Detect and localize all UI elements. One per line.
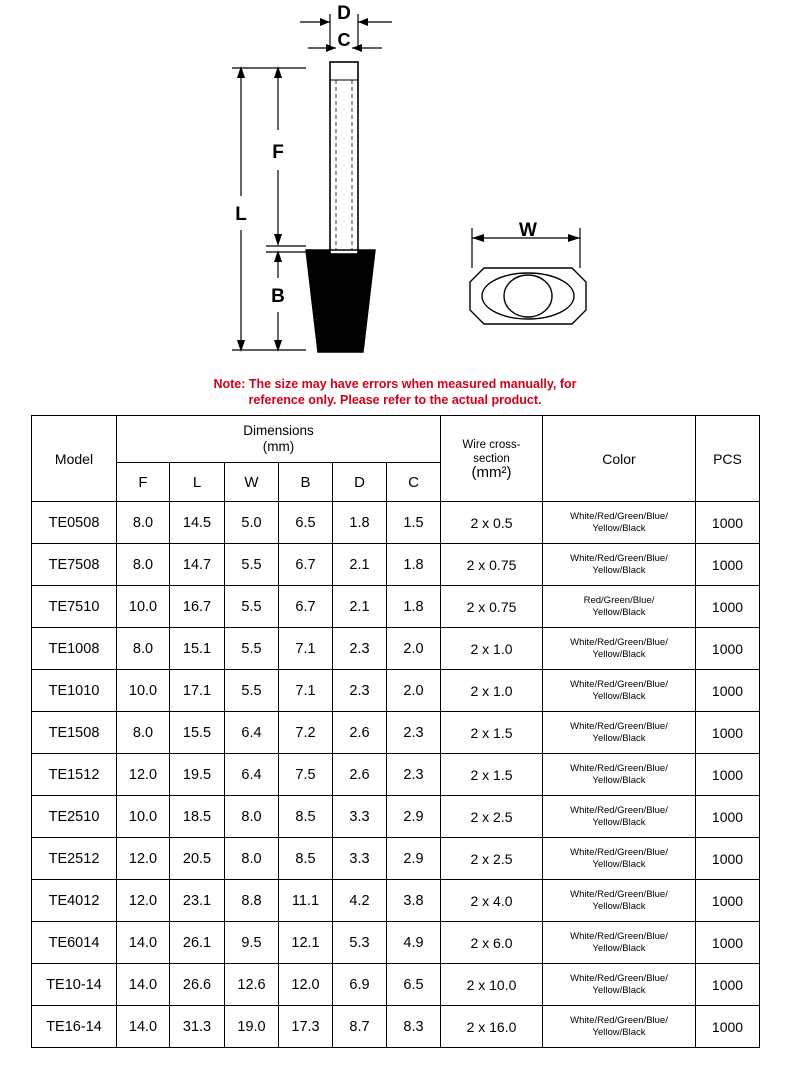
- cell-d: 8.7: [333, 1006, 387, 1048]
- table-row: [32, 712, 760, 754]
- table-row: [32, 796, 760, 838]
- header-dimensions-unit: (mm): [262, 439, 295, 454]
- cell-pcs: 1000: [696, 880, 760, 922]
- cell-color-line-2: Yellow/Black: [592, 606, 646, 618]
- note-line-2: reference only. Please refer to the actual product.: [248, 393, 542, 407]
- cell-color: [543, 628, 696, 670]
- cell-pcs: 1000: [696, 754, 760, 796]
- cell-f: 12.0: [117, 754, 170, 796]
- table-row: [32, 1006, 760, 1048]
- cell-color-line-2: Yellow/Black: [592, 984, 646, 996]
- cell-pcs: 1000: [696, 544, 760, 586]
- cell-w: 5.5: [225, 586, 279, 628]
- cell-f: 14.0: [117, 922, 170, 964]
- cell-model: TE6014: [32, 922, 117, 964]
- cell-d: 3.3: [333, 838, 387, 880]
- measurement-note: [0, 376, 790, 408]
- cell-color-line-1: White/Red/Green/Blue/: [570, 678, 668, 690]
- cell-f: 12.0: [117, 838, 170, 880]
- table-row: [32, 838, 760, 880]
- cell-color-line-1: White/Red/Green/Blue/: [570, 888, 668, 900]
- cell-b: 12.0: [279, 964, 333, 1006]
- cell-model: TE7508: [32, 544, 117, 586]
- cell-f: 8.0: [117, 502, 170, 544]
- sleeve-shape: [330, 62, 358, 254]
- cell-model: TE10-14: [32, 964, 117, 1006]
- header-model: Model: [32, 416, 117, 502]
- table-row: [32, 754, 760, 796]
- cell-f: 14.0: [117, 1006, 170, 1048]
- cell-c: 3.8: [387, 880, 441, 922]
- cell-d: 2.6: [333, 754, 387, 796]
- spec-table-container: [31, 415, 759, 1048]
- cell-color: [543, 544, 696, 586]
- cell-l: 20.5: [170, 838, 225, 880]
- table-row: [32, 586, 760, 628]
- cell-w: 5.5: [225, 670, 279, 712]
- cell-l: 26.1: [170, 922, 225, 964]
- cell-wire: 2 x 2.5: [441, 796, 543, 838]
- table-body: [32, 502, 760, 1048]
- cell-pcs: 1000: [696, 838, 760, 880]
- cell-l: 14.7: [170, 544, 225, 586]
- header-w: W: [225, 463, 279, 502]
- cell-color: [543, 796, 696, 838]
- cell-l: 16.7: [170, 586, 225, 628]
- header-f: F: [117, 463, 170, 502]
- cell-color: [543, 712, 696, 754]
- cell-b: 8.5: [279, 838, 333, 880]
- cell-l: 31.3: [170, 1006, 225, 1048]
- cell-f: 12.0: [117, 880, 170, 922]
- table-row: [32, 880, 760, 922]
- cell-color: [543, 838, 696, 880]
- cell-l: 18.5: [170, 796, 225, 838]
- cell-model: TE4012: [32, 880, 117, 922]
- table-row: [32, 964, 760, 1006]
- cell-d: 6.9: [333, 964, 387, 1006]
- cell-color-line-2: Yellow/Black: [592, 690, 646, 702]
- cell-w: 5.5: [225, 544, 279, 586]
- cell-model: TE2510: [32, 796, 117, 838]
- cell-color: [543, 754, 696, 796]
- cell-color-line-1: White/Red/Green/Blue/: [570, 930, 668, 942]
- cell-color-line-2: Yellow/Black: [592, 522, 646, 534]
- cell-wire: 2 x 10.0: [441, 964, 543, 1006]
- cell-d: 1.8: [333, 502, 387, 544]
- cell-color-line-1: White/Red/Green/Blue/: [570, 1014, 668, 1026]
- cell-pcs: 1000: [696, 1006, 760, 1048]
- cell-color-line-2: Yellow/Black: [592, 858, 646, 870]
- cell-b: 7.2: [279, 712, 333, 754]
- cell-l: 19.5: [170, 754, 225, 796]
- cell-d: 3.3: [333, 796, 387, 838]
- table-row: [32, 502, 760, 544]
- label-f: F: [272, 142, 284, 163]
- cell-d: 2.1: [333, 544, 387, 586]
- cell-wire: 2 x 16.0: [441, 1006, 543, 1048]
- cell-color-line-2: Yellow/Black: [592, 564, 646, 576]
- cell-color-line-1: White/Red/Green/Blue/: [570, 636, 668, 648]
- cell-color-line-1: White/Red/Green/Blue/: [570, 720, 668, 732]
- cell-color-line-2: Yellow/Black: [592, 1026, 646, 1038]
- cell-pcs: 1000: [696, 502, 760, 544]
- cell-color: [543, 586, 696, 628]
- cell-b: 6.5: [279, 502, 333, 544]
- cell-c: 2.9: [387, 838, 441, 880]
- cell-c: 1.8: [387, 544, 441, 586]
- cell-l: 26.6: [170, 964, 225, 1006]
- cell-l: 23.1: [170, 880, 225, 922]
- cell-d: 2.3: [333, 670, 387, 712]
- cell-model: TE1010: [32, 670, 117, 712]
- cell-w: 6.4: [225, 754, 279, 796]
- cell-color-line-2: Yellow/Black: [592, 732, 646, 744]
- cell-b: 17.3: [279, 1006, 333, 1048]
- cell-color-line-1: Red/Green/Blue/: [583, 594, 655, 606]
- cell-l: 15.1: [170, 628, 225, 670]
- header-wire-line-1: Wire cross-: [462, 438, 521, 451]
- cell-b: 8.5: [279, 796, 333, 838]
- table-row: [32, 670, 760, 712]
- cell-c: 2.0: [387, 628, 441, 670]
- cell-b: 6.7: [279, 586, 333, 628]
- label-w: W: [519, 220, 537, 241]
- cell-c: 6.5: [387, 964, 441, 1006]
- cell-color-line-1: White/Red/Green/Blue/: [570, 762, 668, 774]
- cell-b: 7.5: [279, 754, 333, 796]
- cell-f: 8.0: [117, 544, 170, 586]
- spec-table: [31, 415, 760, 1048]
- cell-wire: 2 x 1.5: [441, 712, 543, 754]
- cell-c: 2.3: [387, 754, 441, 796]
- cell-color-line-2: Yellow/Black: [592, 648, 646, 660]
- cell-w: 8.8: [225, 880, 279, 922]
- cell-f: 10.0: [117, 796, 170, 838]
- cell-color: [543, 922, 696, 964]
- cell-w: 19.0: [225, 1006, 279, 1048]
- cell-w: 5.5: [225, 628, 279, 670]
- cell-color: [543, 502, 696, 544]
- cell-model: TE7510: [32, 586, 117, 628]
- cell-color-line-1: White/Red/Green/Blue/: [570, 510, 668, 522]
- label-b: B: [271, 286, 285, 307]
- cell-d: 5.3: [333, 922, 387, 964]
- header-color: Color: [543, 416, 696, 502]
- header-row-1: [32, 416, 760, 463]
- cell-pcs: 1000: [696, 586, 760, 628]
- cell-model: TE1008: [32, 628, 117, 670]
- cell-model: TE0508: [32, 502, 117, 544]
- table-row: [32, 628, 760, 670]
- cell-f: 10.0: [117, 670, 170, 712]
- cell-model: TE1512: [32, 754, 117, 796]
- cell-w: 9.5: [225, 922, 279, 964]
- table-row: [32, 544, 760, 586]
- cell-w: 8.0: [225, 796, 279, 838]
- cell-color-line-2: Yellow/Black: [592, 900, 646, 912]
- cell-color-line-2: Yellow/Black: [592, 942, 646, 954]
- cell-pcs: 1000: [696, 964, 760, 1006]
- cell-b: 7.1: [279, 670, 333, 712]
- header-b: B: [279, 463, 333, 502]
- cell-l: 17.1: [170, 670, 225, 712]
- table-row: [32, 922, 760, 964]
- cell-color-line-1: White/Red/Green/Blue/: [570, 846, 668, 858]
- header-wire-line-2: section: [473, 452, 510, 465]
- cell-d: 2.1: [333, 586, 387, 628]
- cell-wire: 2 x 1.0: [441, 670, 543, 712]
- ferrule-diagram: [0, 0, 790, 370]
- header-dimensions: [117, 416, 441, 463]
- cell-color: [543, 670, 696, 712]
- cell-w: 6.4: [225, 712, 279, 754]
- cell-d: 2.3: [333, 628, 387, 670]
- top-view-shape: [470, 268, 586, 324]
- cell-pcs: 1000: [696, 922, 760, 964]
- cell-wire: 2 x 2.5: [441, 838, 543, 880]
- header-wire-unit: (mm²): [471, 463, 512, 481]
- cell-b: 12.1: [279, 922, 333, 964]
- header-pcs: PCS: [696, 416, 760, 502]
- cell-w: 12.6: [225, 964, 279, 1006]
- cell-wire: 2 x 1.0: [441, 628, 543, 670]
- cell-l: 14.5: [170, 502, 225, 544]
- cell-f: 8.0: [117, 628, 170, 670]
- cell-color-line-2: Yellow/Black: [592, 816, 646, 828]
- cell-f: 10.0: [117, 586, 170, 628]
- header-dimensions-text: Dimensions: [243, 423, 314, 438]
- header-c: C: [387, 463, 441, 502]
- cell-c: 2.3: [387, 712, 441, 754]
- cell-wire: 2 x 6.0: [441, 922, 543, 964]
- cell-c: 1.8: [387, 586, 441, 628]
- cell-color: [543, 880, 696, 922]
- cell-d: 4.2: [333, 880, 387, 922]
- cell-pcs: 1000: [696, 628, 760, 670]
- cell-wire: 2 x 0.5: [441, 502, 543, 544]
- cell-wire: 2 x 0.75: [441, 544, 543, 586]
- cell-color: [543, 1006, 696, 1048]
- label-d: D: [337, 3, 351, 24]
- cell-c: 2.9: [387, 796, 441, 838]
- cell-color-line-1: White/Red/Green/Blue/: [570, 804, 668, 816]
- cell-c: 4.9: [387, 922, 441, 964]
- cell-f: 14.0: [117, 964, 170, 1006]
- cell-f: 8.0: [117, 712, 170, 754]
- cell-color: [543, 964, 696, 1006]
- cell-model: TE16-14: [32, 1006, 117, 1048]
- cell-model: TE1508: [32, 712, 117, 754]
- header-wire-cross-section: [441, 416, 543, 502]
- cell-color-line-1: White/Red/Green/Blue/: [570, 552, 668, 564]
- cell-c: 8.3: [387, 1006, 441, 1048]
- cell-c: 2.0: [387, 670, 441, 712]
- cell-w: 8.0: [225, 838, 279, 880]
- cell-d: 2.6: [333, 712, 387, 754]
- cell-color-line-2: Yellow/Black: [592, 774, 646, 786]
- table-head: [32, 416, 760, 502]
- label-l: L: [235, 204, 247, 225]
- cell-w: 5.0: [225, 502, 279, 544]
- header-l: L: [170, 463, 225, 502]
- cell-pcs: 1000: [696, 670, 760, 712]
- note-line-1: Note: The size may have errors when measured manually, for: [213, 377, 577, 391]
- cell-b: 6.7: [279, 544, 333, 586]
- header-d: D: [333, 463, 387, 502]
- cell-c: 1.5: [387, 502, 441, 544]
- cell-l: 15.5: [170, 712, 225, 754]
- cell-b: 11.1: [279, 880, 333, 922]
- cell-model: TE2512: [32, 838, 117, 880]
- cell-wire: 2 x 1.5: [441, 754, 543, 796]
- cell-wire: 2 x 4.0: [441, 880, 543, 922]
- cell-color-line-1: White/Red/Green/Blue/: [570, 972, 668, 984]
- cell-pcs: 1000: [696, 712, 760, 754]
- label-c: C: [337, 30, 351, 50]
- cell-pcs: 1000: [696, 796, 760, 838]
- cell-wire: 2 x 0.75: [441, 586, 543, 628]
- cell-b: 7.1: [279, 628, 333, 670]
